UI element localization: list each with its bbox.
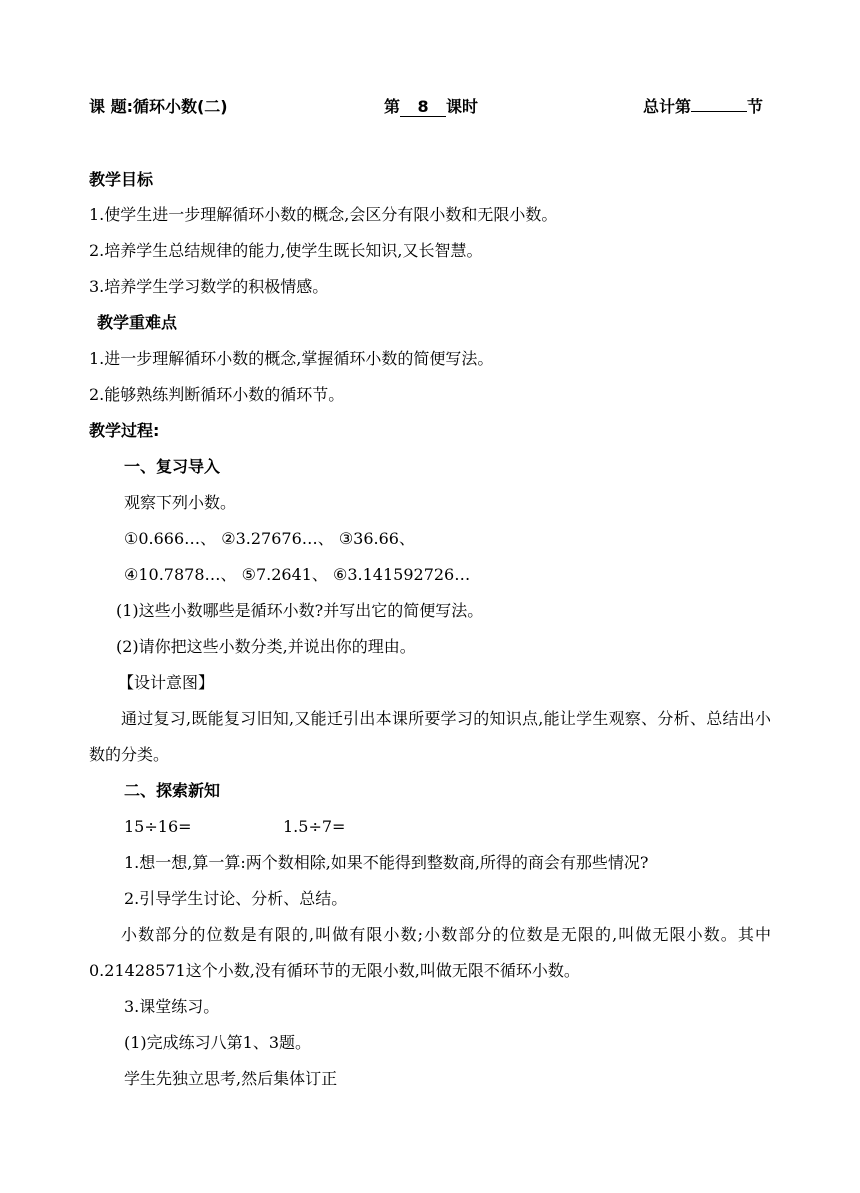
total-prefix: 总计第 <box>643 97 692 116</box>
summary-text: 小数部分的位数是有限的,叫做有限小数;小数部分的位数是无限的,叫做无限小数。其中0.21428571这个小数,没有循环节的无限小数,叫做无限不循环小数。 <box>89 925 771 980</box>
design-intent-heading: 【设计意图】 <box>118 673 215 692</box>
objective-item-1: 1.使学生进一步理解循环小数的概念,会区分有限小数和无限小数。 <box>89 205 558 224</box>
total-suffix: 节 <box>747 97 764 116</box>
expression-1: 15÷16= <box>124 817 192 836</box>
section2-title: 二、探索新知 <box>124 781 221 800</box>
exercise-note: 学生先独立思考,然后集体订正 <box>124 1069 338 1088</box>
key-points-heading: 教学重难点 <box>97 313 178 332</box>
topic-line <box>89 97 228 117</box>
step-2: 2.引导学生讨论、分析、总结。 <box>124 889 348 908</box>
objective-item-2: 2.培养学生总结规律的能力,使学生既长知识,又长智慧。 <box>89 241 483 260</box>
section1-intro: 观察下列小数。 <box>124 493 237 512</box>
total-count-line <box>643 97 763 117</box>
objective-item-3: 3.培养学生学习数学的积极情感。 <box>89 277 329 296</box>
objectives-heading: 教学目标 <box>89 170 154 189</box>
question-1: (1)这些小数哪些是循环小数?并写出它的简便写法。 <box>116 601 484 620</box>
step-1: 1.想一想,算一算:两个数相除,如果不能得到整数商,所得的商会有那些情况? <box>124 853 649 872</box>
expression-2: 1.5÷7= <box>283 817 346 836</box>
question-2: (2)请你把这些小数分类,并说出你的理由。 <box>116 637 416 656</box>
lesson-suffix: 课时 <box>446 97 479 116</box>
total-blank <box>691 111 747 112</box>
topic-label: 课 题: <box>89 97 133 116</box>
lesson-number-line <box>384 97 478 117</box>
decimals-row-1: ①0.666…、 ②3.27676…、 ③36.66、 <box>124 529 415 548</box>
lesson-prefix: 第 <box>384 97 401 116</box>
process-heading: 教学过程: <box>89 421 160 440</box>
design-intent-text: 通过复习,既能复习旧知,又能迁引出本课所要学习的知识点,能让学生观察、分析、总结出小数的分类。 <box>89 709 771 764</box>
exercise-item: (1)完成练习八第1、3题。 <box>124 1033 312 1052</box>
key-point-item-2: 2.能够熟练判断循环小数的循环节。 <box>89 385 345 404</box>
topic-title: 循环小数(二) <box>132 97 228 116</box>
decimals-row-2: ④10.7878…、 ⑤7.2641、 ⑥3.141592726… <box>124 565 471 584</box>
key-point-item-1: 1.进一步理解循环小数的概念,掌握循环小数的简便写法。 <box>89 349 494 368</box>
section1-title: 一、复习导入 <box>124 457 221 476</box>
lesson-number: 8 <box>400 98 446 117</box>
step-3: 3.课堂练习。 <box>124 997 220 1016</box>
